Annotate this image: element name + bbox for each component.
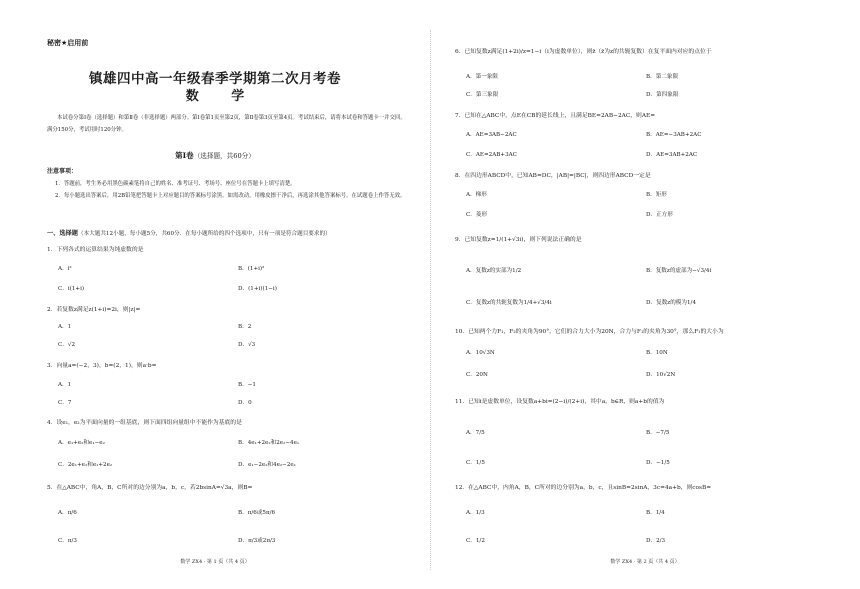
question-option: A．梯形	[466, 192, 487, 198]
question-option: B．第二象限	[646, 74, 679, 80]
question-option: D．复数z的模为1/4	[646, 300, 696, 306]
question-option: C．第三象限	[466, 92, 499, 98]
question-stem: 5．在△ABC中，角A，B，C所对的边分别为a，b，c，若2bsinA=√3a，则B=	[47, 485, 253, 491]
question-option: D．0	[238, 400, 252, 406]
page-footer: 数学 ZX4 · 第 2 页（共 4 页）	[610, 559, 680, 565]
question-option: C．1/5	[466, 460, 485, 466]
page-footer: 数学 ZX4 · 第 1 页（共 4 页）	[180, 559, 250, 565]
question-option: C．AE=2AB+3AC	[466, 152, 517, 158]
section-note: （选择题，共60分）	[193, 152, 255, 160]
question-option: B．矩形	[646, 192, 667, 198]
exam-intro: 本试卷分第Ⅰ卷（选择题）和第Ⅱ卷（非选择题）两部分。第Ⅰ卷第1页至第2页，第Ⅱ卷第3页至第4页。考试结束后，请将本试卷和答题卡一并交回。满分150分，考试用时120分钟。	[47, 115, 406, 133]
question-option: D．√3	[238, 342, 256, 348]
question-option: C．π/3	[58, 538, 77, 544]
question-option: C．i(1+i)	[58, 286, 85, 292]
question-option: B．−1	[238, 382, 256, 388]
question-option: C．20N	[466, 372, 488, 378]
question-option: C．复数z的共轭复数为1/4+√3/4i	[466, 300, 552, 306]
question-option: A．1	[58, 382, 72, 388]
question-option: D．AE=3AB+2AC	[646, 152, 698, 158]
question-option: B．复数z的虚部为−√3/4i	[646, 268, 712, 274]
exam-subject: 数 学	[185, 89, 259, 104]
question-option: B．4e₁+2e₂和2e₂−4e₁	[238, 440, 300, 446]
question-option: B．AE=−3AB+2AC	[646, 132, 702, 138]
question-option: D．(1+i)(1−i)	[238, 286, 277, 292]
question-option: A．10√3N	[466, 350, 495, 356]
question-stem: 6．已知复数z满足(1+2i)/z=1−i（i为虚数单位），则z̄（z̄为z的共轭复数）在复平面内对应的点位于	[455, 49, 712, 55]
question-option: B．1/4	[646, 510, 665, 516]
note-item: 2．每小题选出答案后，用2B铅笔把答题卡上对应题目的答案标号涂黑。如需改动，用橡皮擦干净后，再选涂其他答案标号。在试题卷上作答无效。	[55, 193, 406, 199]
question-stem: 3．向量a=(−2，3)，b=(2，1)，则a·b=	[47, 363, 157, 369]
note-item: 1．答题前，考生务必用黑色碳素笔将自己的姓名、准考证号、考场号、座位号在答题卡上填写清楚。	[55, 181, 296, 187]
question-option: A．π/6	[58, 510, 77, 516]
secret-label: 秘密★启用前	[47, 39, 89, 47]
question-option: B．π/6或5π/6	[238, 510, 276, 516]
question-option: A．1/3	[466, 510, 485, 516]
right-page	[430, 0, 860, 589]
part-heading	[47, 228, 331, 237]
notes-title: 注意事项：	[47, 168, 78, 175]
question-option: C．2e₁+e₂和e₁+2e₂	[58, 462, 113, 468]
question-option: A．第一象限	[466, 74, 499, 80]
question-option: C．7	[58, 400, 72, 406]
question-option: D．10√2N	[646, 372, 676, 378]
question-option: A．e₁+e₂和e₁−e₂	[58, 440, 105, 446]
question-option: A．7/5	[466, 430, 485, 436]
question-option: D．π/3或2π/3	[238, 538, 276, 544]
question-stem: 2．若复数z满足z(1+i)=2i，则|z|=	[47, 307, 141, 313]
exam-title: 镇雄四中高一年级春季学期第二次月考卷	[89, 71, 341, 87]
question-option: C．1/2	[466, 538, 485, 544]
question-option: B．−7/5	[646, 430, 670, 436]
question-option: B．2	[238, 324, 252, 330]
question-option: D．2/3	[646, 538, 666, 544]
question-stem: 8．在四边形ABCD中，已知AB=DC，|AB|=|BC|，则四边形ABCD一定是	[455, 173, 651, 179]
question-option: D．第四象限	[646, 92, 679, 98]
question-option: D．正方形	[646, 212, 673, 218]
part-desc: （本大题共12小题，每小题5分，共60分．在每小题所给的四个选项中，只有一项是符合题目要求的）	[77, 231, 331, 237]
question-option: C．菱形	[466, 212, 488, 218]
question-stem: 7．已知在△ABC中，点E在CB的延长线上，且满足BE=2AB−2AC，则AE=	[455, 113, 656, 119]
section-heading	[0, 150, 430, 161]
part-label: 一、选择题	[47, 230, 78, 237]
question-stem: 9．已知复数z=1/(1+√3i)，则下列说法正确的是	[455, 237, 582, 243]
question-option: B．(1+i)²	[238, 266, 265, 272]
question-option: A．i²	[58, 266, 72, 272]
question-option: D．−1/5	[646, 460, 670, 466]
question-stem: 10．已知两个力F₁，F₂的夹角为90°，它们的合力大小为20N，合力与F₁的夹角为30°，那么F₁的大小为	[455, 329, 724, 335]
question-option: A．1	[58, 324, 72, 330]
question-option: C．√2	[58, 342, 75, 348]
question-stem: 12．在△ABC中，内角A，B，C所对的边分别为a，b，c，且sinB=2sinA，3c=4a+b，则cosB=	[455, 485, 712, 491]
question-option: A．复数z的实部为1/2	[466, 268, 522, 274]
question-stem: 4．设e₁，e₂为平面向量的一组基底，则下面四组向量组中不能作为基底的是	[47, 420, 242, 426]
question-stem: 1．下列各式的运算结果为纯虚数的是	[47, 247, 144, 253]
question-option: B．10N	[646, 350, 668, 356]
question-option: A．AE=3AB−2AC	[466, 132, 517, 138]
question-stem: 11．已知i是虚数单位，设复数a+bi=(2−i)/(2+i)，其中a，b∈R，则a+b的值为	[455, 399, 665, 405]
section-label: 第Ⅰ卷	[175, 151, 194, 160]
question-option: D．e₁−2e₂和4e₂−2e₁	[238, 462, 296, 468]
